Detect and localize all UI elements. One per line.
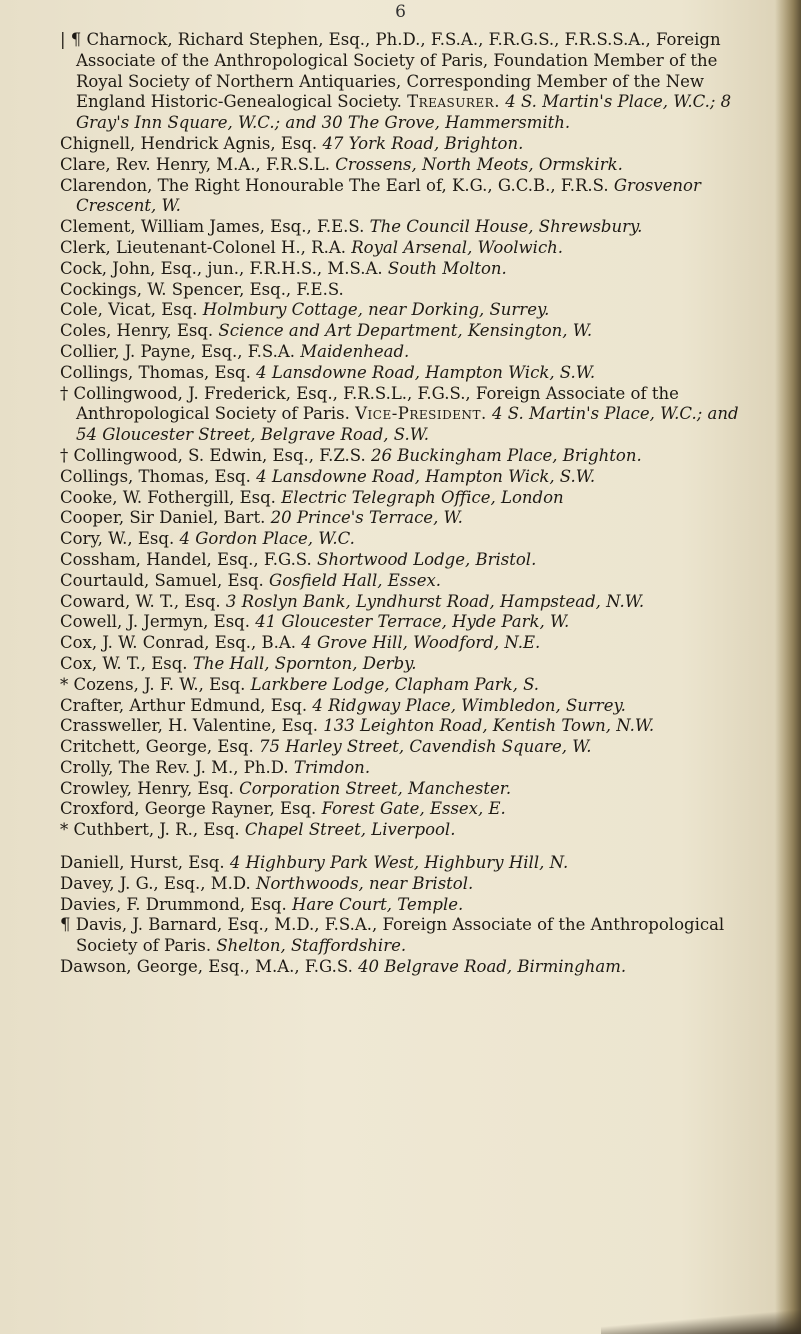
list-item: [60, 592, 760, 613]
entry-address: 4 Gordon Place, W.C.: [179, 529, 355, 549]
list-item: [60, 321, 760, 342]
list-item: [60, 155, 760, 176]
page-edge-shadow: [775, 0, 801, 1334]
entry-address: 133 Leighton Road, Kentish Town, N.W.: [323, 716, 655, 736]
entry-address: 4 Grove Hill, Woodford, N.E.: [301, 633, 541, 653]
entry-name: Cooper, Sir Daniel, Bart.: [60, 508, 266, 528]
entry-address: Royal Arsenal, Woolwich.: [351, 237, 564, 257]
entry-address: Shortwood Lodge, Bristol.: [317, 549, 537, 569]
list-item: [60, 654, 760, 675]
entry-name: * Cozens, J. F. W., Esq.: [60, 674, 246, 694]
entry-address: Holmbury Cottage, near Dorking, Surrey.: [202, 300, 550, 320]
section-gap: [60, 841, 760, 853]
list-item: [60, 612, 760, 633]
list-item: [60, 675, 760, 696]
entry-name: Dawson, George, Esq., M.A., F.G.S.: [60, 957, 353, 977]
entry-address: Forest Gate, Essex, E.: [321, 799, 506, 819]
entry-name: Cox, W. T., Esq.: [60, 653, 188, 673]
list-item: [60, 915, 760, 957]
list-item: [60, 259, 760, 280]
entry-name: Cory, W., Esq.: [60, 529, 175, 549]
entry-address: Larkbere Lodge, Clapham Park, S.: [250, 674, 540, 694]
entry-name: Cooke, W. Fothergill, Esq.: [60, 487, 276, 507]
entry-address: 41 Gloucester Terrace, Hyde Park, W.: [255, 612, 570, 632]
entry-name: Cole, Vicat, Esq.: [60, 300, 198, 320]
entry-address: Crossens, North Meots, Ormskirk.: [335, 154, 623, 174]
entry-address: Northwoods, near Bristol.: [256, 873, 474, 893]
entry-address: 4 Highbury Park West, Highbury Hill, N.: [229, 853, 569, 873]
page-number: 6: [395, 2, 406, 22]
entry-name: Crafter, Arthur Edmund, Esq.: [60, 695, 308, 715]
entry-name: Cockings, W. Spencer, Esq., F.E.S.: [60, 279, 344, 299]
entry-name: Clare, Rev. Henry, M.A., F.R.S.L.: [60, 154, 330, 174]
entry-name: Crowley, Henry, Esq.: [60, 778, 234, 798]
member-list: [60, 30, 760, 978]
list-item: [60, 820, 760, 841]
list-item: [60, 30, 760, 134]
entry-name: Collings, Thomas, Esq.: [60, 362, 251, 382]
entry-address: 75 Harley Street, Cavendish Square, W.: [258, 737, 592, 757]
entry-name: † Collingwood, J. Frederick, Esq., F.R.S.L., F.G.S., Foreign Associate of the Anthropological Society of Paris.: [60, 383, 679, 424]
entry-address: The Council House, Shrewsbury.: [369, 217, 643, 237]
list-item: [60, 488, 760, 509]
entry-name: † Collingwood, S. Edwin, Esq., F.Z.S.: [60, 445, 366, 465]
entry-address: Gosfield Hall, Essex.: [269, 570, 442, 590]
entry-address: 20 Prince's Terrace, W.: [270, 508, 463, 528]
list-item: [60, 384, 760, 446]
entry-name: Crassweller, H. Valentine, Esq.: [60, 716, 318, 736]
entry-name: Coles, Henry, Esq.: [60, 321, 214, 341]
list-item: [60, 446, 760, 467]
entry-name: Clement, William James, Esq., F.E.S.: [60, 217, 365, 237]
list-item: [60, 696, 760, 717]
entry-address: South Molton.: [387, 258, 507, 278]
entry-name: Daniell, Hurst, Esq.: [60, 853, 225, 873]
entry-address: 47 York Road, Brighton.: [322, 133, 524, 153]
list-item: [60, 467, 760, 488]
entry-office: Vice-President.: [355, 404, 487, 424]
list-item: [60, 633, 760, 654]
list-item: [60, 342, 760, 363]
entry-name: Crolly, The Rev. J. M., Ph.D.: [60, 757, 289, 777]
list-item: [60, 238, 760, 259]
entry-address: 3 Roslyn Bank, Lyndhurst Road, Hampstead, N.W.: [225, 591, 645, 611]
entry-address: Shelton, Staffordshire.: [216, 936, 407, 956]
list-item: [60, 134, 760, 155]
page-curl-shadow: [601, 1310, 801, 1334]
entry-address: Maidenhead.: [300, 341, 410, 361]
list-item: [60, 779, 760, 800]
list-item: [60, 758, 760, 779]
entry-name: Courtauld, Samuel, Esq.: [60, 570, 264, 590]
entry-name: Clarendon, The Right Honourable The Earl of, K.G., G.C.B., F.R.S.: [60, 175, 609, 195]
entry-address: Electric Telegraph Office, London: [281, 487, 564, 507]
entry-name: * Cuthbert, J. R., Esq.: [60, 820, 240, 840]
entry-name: Cock, John, Esq., jun., F.R.H.S., M.S.A.: [60, 258, 383, 278]
list-item: [60, 799, 760, 820]
entry-address: 4 S. Martin's Place, W.C.; 8 Gray's Inn Square, W.C.; and 30 The Grove, Hammersmith.: [76, 92, 732, 133]
list-item: [60, 529, 760, 550]
entry-name: Cox, J. W. Conrad, Esq., B.A.: [60, 633, 297, 653]
list-item: [60, 895, 760, 916]
list-item: [60, 217, 760, 238]
entry-name: Clerk, Lieutenant-Colonel H., R.A.: [60, 237, 346, 257]
entry-name: Davies, F. Drummond, Esq.: [60, 894, 287, 914]
entry-name: Chignell, Hendrick Agnis, Esq.: [60, 133, 318, 153]
entry-address: Science and Art Department, Kensington, W.: [218, 321, 593, 341]
entry-name: Collings, Thomas, Esq.: [60, 466, 251, 486]
list-item: [60, 363, 760, 384]
entry-address: Chapel Street, Liverpool.: [244, 820, 456, 840]
list-item: [60, 874, 760, 895]
entry-address: 40 Belgrave Road, Birmingham.: [358, 957, 627, 977]
entry-address: 4 Lansdowne Road, Hampton Wick, S.W.: [256, 362, 596, 382]
entry-address: Hare Court, Temple.: [291, 894, 464, 914]
list-item: [60, 300, 760, 321]
entry-name: ¶ Davis, J. Barnard, Esq., M.D., F.S.A., Foreign Associate of the Anthropological Society of Paris.: [60, 915, 725, 956]
list-item: [60, 716, 760, 737]
entry-address: Trimdon.: [293, 757, 371, 777]
list-item: [60, 853, 760, 874]
entry-name: | ¶ Charnock, Richard Stephen, Esq., Ph.D., F.S.A., F.R.G.S., F.R.S.S.A., Foreign Associate of the Anthropological Society of Paris, Foundation Member of the Royal Society of Northern Antiquaries, Corresponding Member of the New England Historic-Genealogical Society.: [60, 30, 721, 112]
entry-address: The Hall, Spornton, Derby.: [192, 653, 417, 673]
list-item: [60, 550, 760, 571]
entry-name: Critchett, George, Esq.: [60, 737, 254, 757]
entry-address: Corporation Street, Manchester.: [239, 778, 512, 798]
list-item: [60, 176, 760, 218]
list-item: [60, 508, 760, 529]
entry-office: Treasurer.: [407, 92, 500, 112]
entry-address: 4 Lansdowne Road, Hampton Wick, S.W.: [256, 466, 596, 486]
entry-name: Coward, W. T., Esq.: [60, 591, 221, 611]
entry-name: Collier, J. Payne, Esq., F.S.A.: [60, 341, 295, 361]
list-item: [60, 571, 760, 592]
entry-name: Croxford, George Rayner, Esq.: [60, 799, 317, 819]
entry-address: 4 Ridgway Place, Wimbledon, Surrey.: [312, 695, 626, 715]
list-item: [60, 737, 760, 758]
list-item: [60, 957, 760, 978]
list-item: [60, 280, 760, 301]
entry-address: 4 S. Martin's Place, W.C.; and 54 Gloucester Street, Belgrave Road, S.W.: [76, 404, 739, 445]
entry-name: Cossham, Handel, Esq., F.G.S.: [60, 549, 312, 569]
entry-name: Davey, J. G., Esq., M.D.: [60, 873, 251, 893]
entry-address: Grosvenor Crescent, W.: [76, 175, 701, 216]
entry-address: 26 Buckingham Place, Brighton.: [371, 445, 642, 465]
entry-name: Cowell, J. Jermyn, Esq.: [60, 612, 250, 632]
